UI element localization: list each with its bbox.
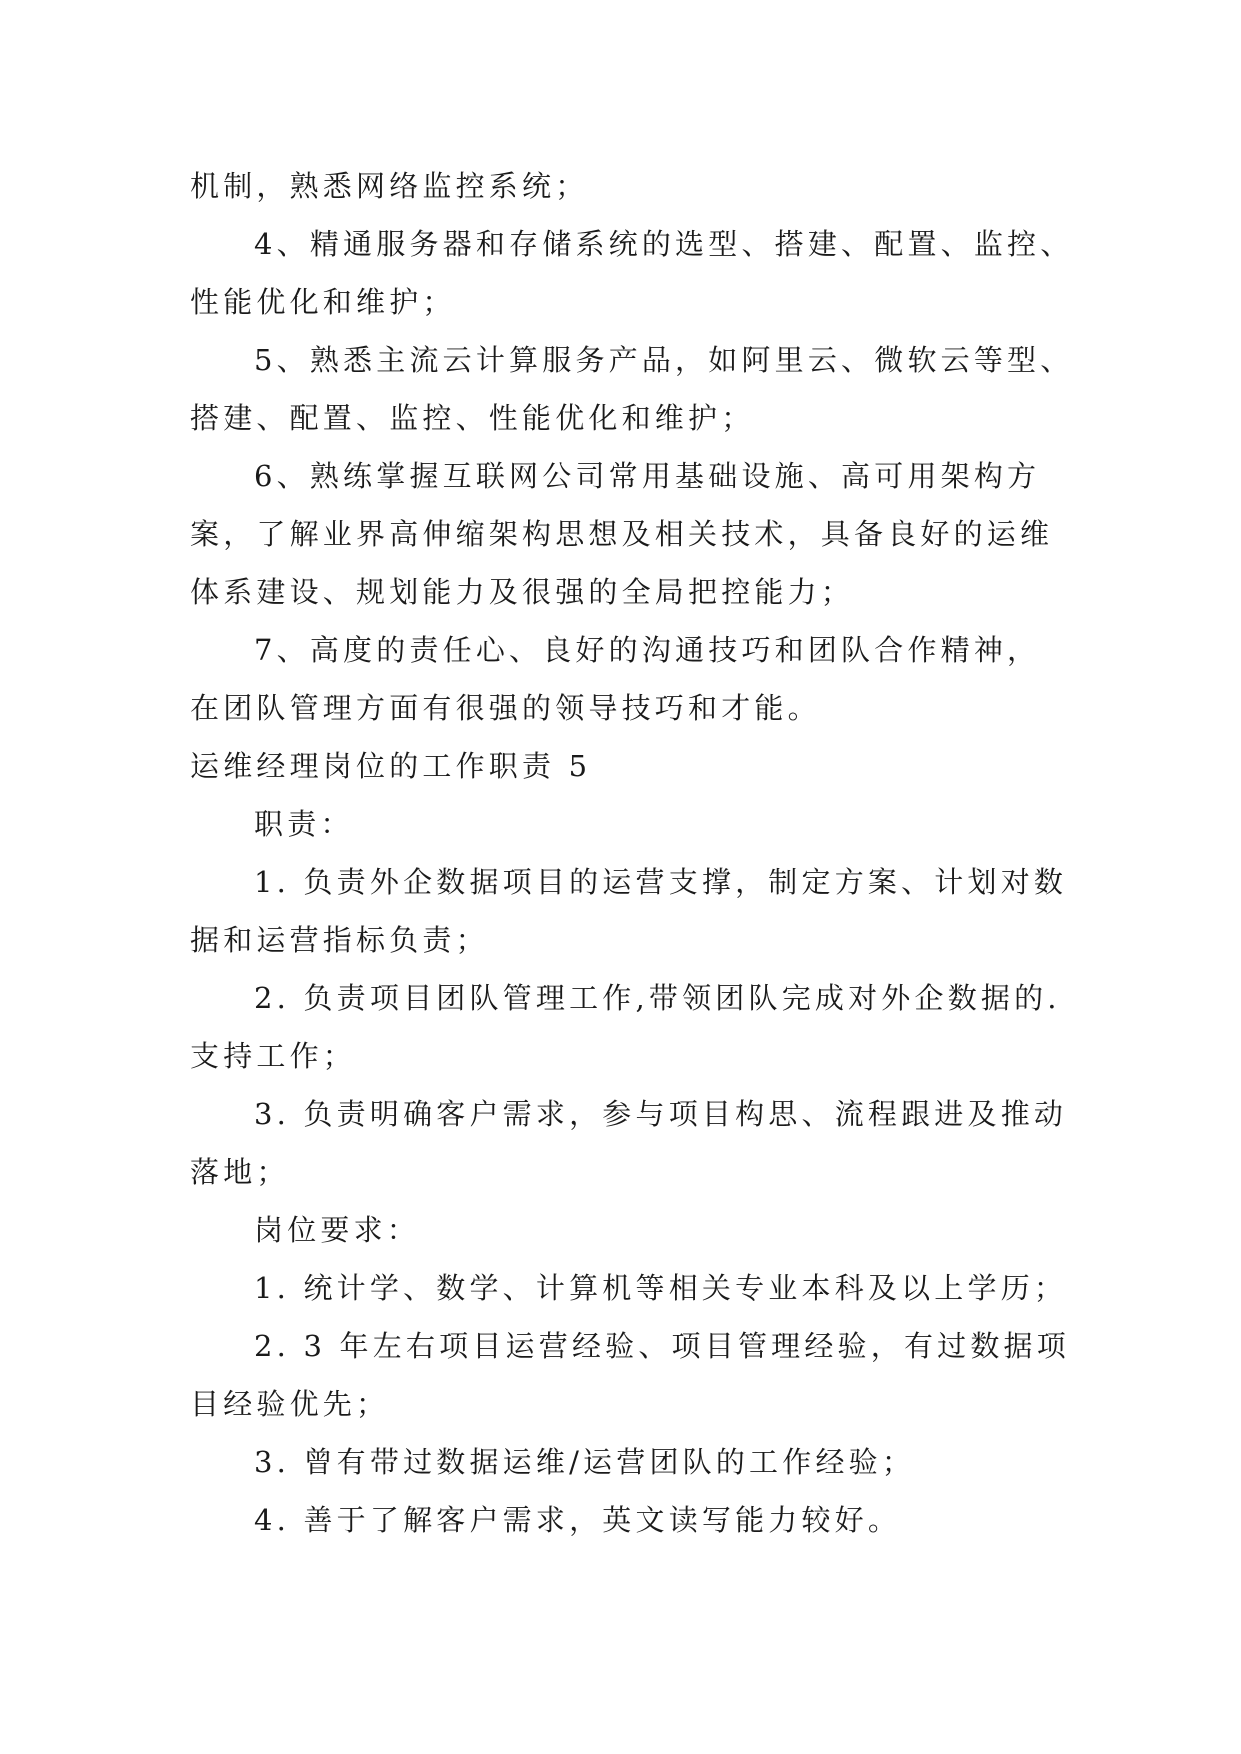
text-line: 体系建设、规划能力及很强的全局把控能力； [190, 575, 855, 609]
text-line: 机制，熟悉网络监控系统； [190, 169, 589, 203]
text-line: 支持工作； [190, 1039, 357, 1073]
section-heading: 运维经理岗位的工作职责 5 [190, 749, 592, 783]
text-line: 4、精通服务器和存储系统的选型、搭建、配置、监控、 [254, 227, 1074, 261]
text-line: 在团队管理方面有很强的领导技巧和才能。 [190, 691, 821, 725]
text-line: 7、高度的责任心、良好的沟通技巧和团队合作精神， [254, 633, 1041, 667]
text-line: 4. 善于了解客户需求，英文读写能力较好。 [254, 1503, 902, 1537]
text-line: 搭建、配置、监控、性能优化和维护； [190, 401, 755, 435]
text-line: 案，了解业界高伸缩架构思想及相关技术，具备良好的运维 [190, 517, 1054, 551]
text-line: 3. 曾有带过数据运维/运营团队的工作经验； [254, 1445, 916, 1479]
text-line: 岗位要求： [254, 1213, 421, 1247]
text-line: 5、熟悉主流云计算服务产品，如阿里云、微软云等型、 [254, 343, 1074, 377]
text-line: 2. 负责项目团队管理工作,带领团队完成对外企数据的. [254, 981, 1061, 1015]
text-line: 3. 负责明确客户需求，参与项目构思、流程跟进及推动 [254, 1097, 1068, 1131]
text-line: 性能优化和维护； [190, 285, 456, 319]
text-line: 6、熟练掌握互联网公司常用基础设施、高可用架构方 [254, 459, 1041, 493]
text-line: 落地； [190, 1155, 290, 1189]
text-line: 1. 统计学、数学、计算机等相关专业本科及以上学历； [254, 1271, 1068, 1305]
text-line: 职责： [254, 807, 354, 841]
text-line: 1. 负责外企数据项目的运营支撑，制定方案、计划对数 [254, 865, 1068, 899]
text-line: 2. 3 年左右项目运营经验、项目管理经验，有过数据项 [254, 1329, 1070, 1363]
text-line: 目经验优先； [190, 1387, 390, 1421]
text-line: 据和运营指标负责； [190, 923, 489, 957]
